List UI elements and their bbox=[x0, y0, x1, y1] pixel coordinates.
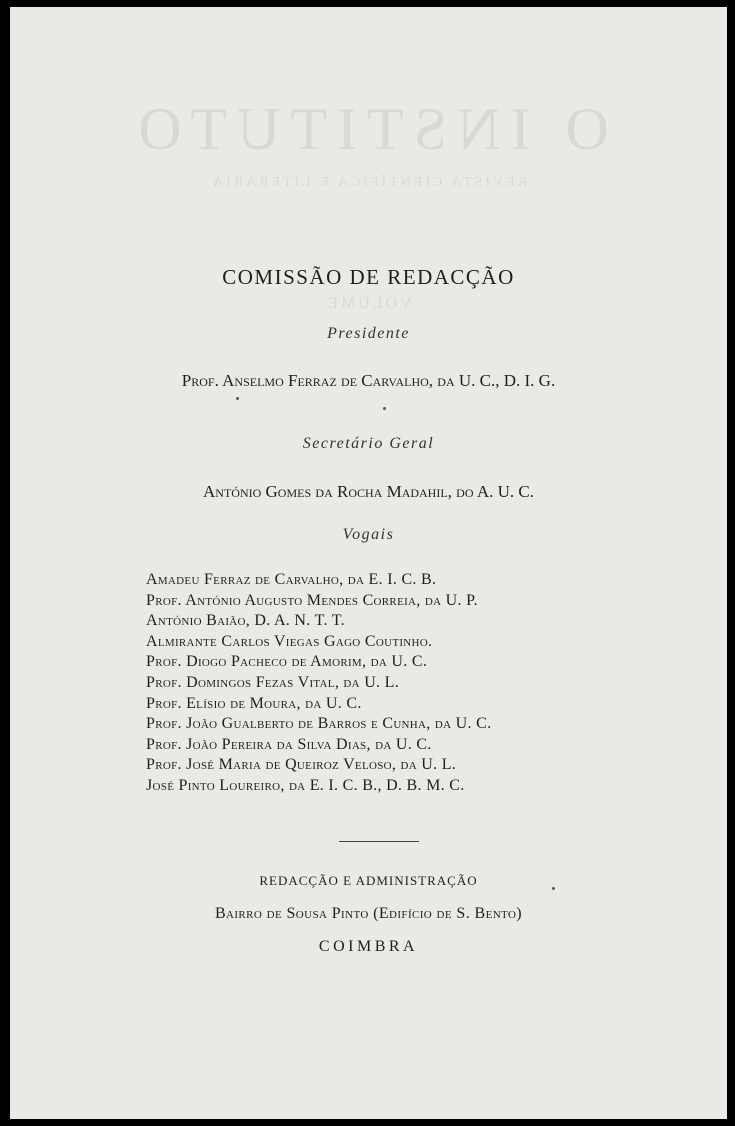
member-item: Prof. José Maria de Queiroz Veloso, da U. L. bbox=[146, 756, 457, 774]
president-name: Prof. Anselmo Ferraz de Carvalho, da U. C., D. I. G. bbox=[181, 371, 556, 390]
administration-city: COIMBRA bbox=[318, 938, 419, 955]
member-item: Prof. António Augusto Mendes Correia, da U. P. bbox=[146, 591, 478, 609]
member-list bbox=[146, 570, 491, 797]
section-divider bbox=[339, 841, 419, 842]
member-item: Prof. Domingos Fezas Vital, da U. L. bbox=[146, 673, 400, 691]
committee-title: COMISSÃO DE REDACÇÃO bbox=[222, 265, 515, 289]
page-content bbox=[10, 7, 727, 1119]
member-item: Prof. Diogo Pacheco de Amorim, da U. C. bbox=[146, 653, 428, 671]
show-through-volume: VOLUME bbox=[325, 295, 412, 312]
member-item: Prof. Elísio de Moura, da U. C. bbox=[146, 694, 362, 712]
paper-speck bbox=[236, 397, 239, 400]
paper-speck bbox=[383, 407, 386, 410]
show-through-subheading: REVISTA CIENTÍFICA E LITERÁRIA bbox=[209, 175, 528, 190]
member-item: Prof. João Gualberto de Barros e Cunha, da U. C. bbox=[146, 715, 492, 733]
member-item: Prof. João Pereira da Silva Dias, da U. C. bbox=[146, 735, 432, 753]
member-item: Almirante Carlos Viegas Gago Coutinho. bbox=[146, 632, 433, 650]
members-label: Vogais bbox=[342, 526, 395, 543]
president-label: Presidente bbox=[327, 325, 410, 342]
member-item: António Baião, D. A. N. T. T. bbox=[146, 612, 345, 630]
secretary-name: António Gomes da Rocha Madahil, do A. U. C. bbox=[203, 482, 534, 501]
member-item: Amadeu Ferraz de Carvalho, da E. I. C. B. bbox=[146, 571, 437, 588]
member-item: José Pinto Loureiro, da E. I. C. B., D. B. M. C. bbox=[146, 776, 465, 794]
administration-label: REDACÇÃO E ADMINISTRAÇÃO bbox=[259, 873, 478, 888]
show-through-heading: O INSTITUTO bbox=[128, 96, 609, 162]
administration-address: Bairro de Sousa Pinto (Edifício de S. Bento) bbox=[214, 905, 523, 922]
secretary-label: Secretário Geral bbox=[302, 435, 435, 452]
document-page bbox=[10, 7, 727, 1119]
paper-speck bbox=[552, 887, 555, 890]
